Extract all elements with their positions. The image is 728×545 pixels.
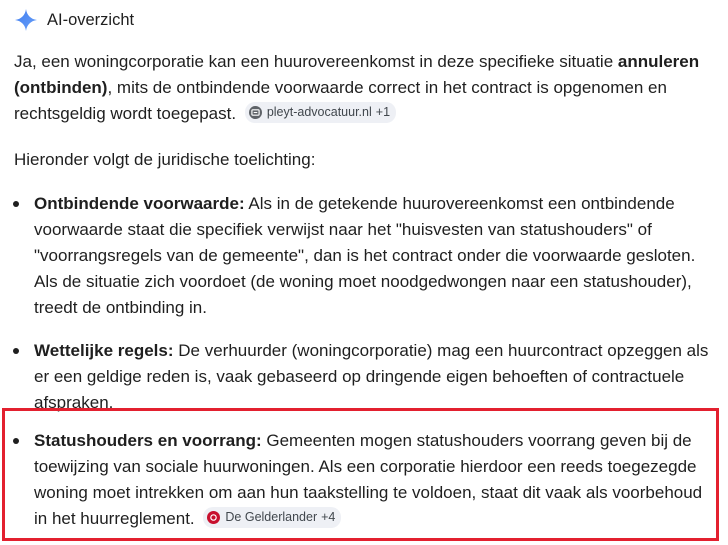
ai-overview-header [14,7,134,33]
bullet-title: Ontbindende voorwaarde: [34,194,245,213]
intro-bold: annuleren (ontbinden) [14,52,700,97]
bullet-text: De verhuurder (woningcorporatie) mag een huurcontract opzeggen als er een geldige reden is, vaak gebaseerd op dringende eigen behoeften of contractuele afspraken. [34,341,709,412]
list-item [34,191,714,321]
lead-paragraph: Hieronder volgt de juridische toelichting: [14,150,316,169]
header-title: AI-overzicht [47,10,135,29]
intro-text-2: , mits de ontbindende voorwaarde correct in het contract is opgenomen en rechtsgeldig wordt toegepast. [14,78,667,123]
bullet-text: Als in de getekende huurovereenkomst een ontbindende voorwaarde staat die specifiek verwijst naar het "huisvesten van statushouders" of "voorrangsregels van de gemeente", dan is het contract onder die voorwaarde gesloten. Als de situatie zich voordoet (de woning moet noodgedwongen naar een statushouder), treedt de ontbinding in. [34,194,696,317]
bullet-text: Gemeenten mogen statushouders voorrang geven bij de toewijzing van sociale huurwoningen. Als een corporatie hierdoor een reeds toegezegde woning moet intrekken om aan hun taakstelling te voldoen, staat dit vaak als voorbehoud in het huurreglement. [34,431,703,528]
source-chip-more: +4 [321,510,336,524]
source-favicon-icon [249,106,262,119]
source-chip-more: +1 [375,105,391,119]
bullet-title: Statushouders en voorrang: [34,431,262,450]
source-chip-pleyt[interactable] [245,102,396,123]
list-item [34,338,714,416]
gemini-sparkle-icon [14,8,38,32]
intro-text-1: Ja, een woningcorporatie kan een huurovereenkomst in deze specifieke situatie [14,52,618,71]
bullet-dot [13,201,19,207]
bullet-dot [13,348,19,354]
intro-paragraph [14,49,714,127]
highlight-box [2,408,719,541]
bullet-title: Wettelijke regels: [34,341,174,360]
source-chip-label: De Gelderlander [225,510,318,524]
source-chip-label: pleyt-advocatuur.nl [266,105,372,119]
